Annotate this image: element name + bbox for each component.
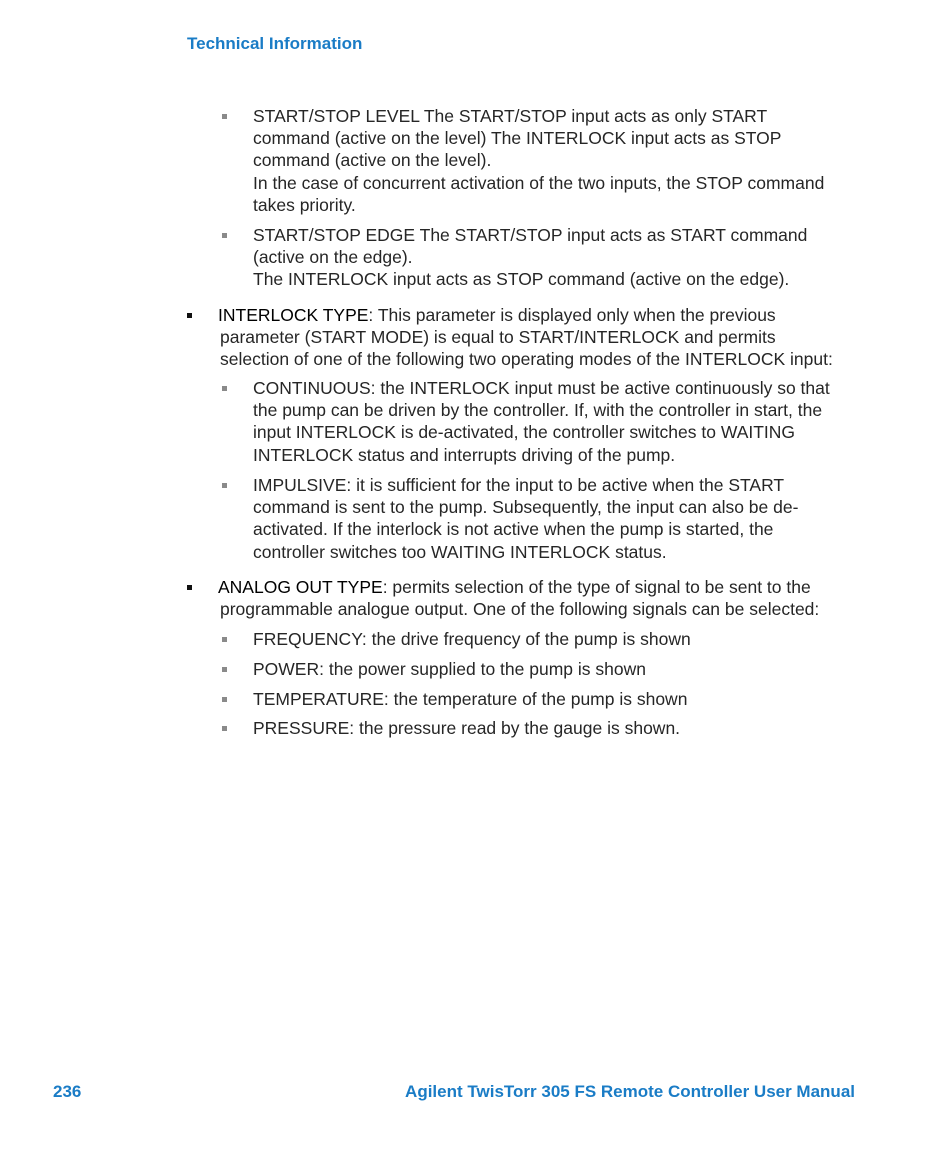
text-line: takes priority.	[253, 194, 356, 215]
text-line: PRESSURE: the pressure read by the gauge is shown.	[253, 718, 681, 738]
option-continuous	[253, 377, 830, 466]
option-frequency	[253, 628, 691, 650]
main-bullet-marker	[187, 585, 192, 590]
text-line: (active on the edge).	[253, 247, 413, 268]
sub-bullet-marker	[222, 233, 227, 238]
option-temperature	[253, 688, 687, 710]
text-line: In the case of concurrent activation of the two inputs, the STOP command	[253, 172, 825, 193]
sub-bullet-marker	[222, 667, 227, 672]
param-interlock-type	[218, 304, 833, 371]
text-line: parameter (START MODE) is equal to START/INTERLOCK and permits	[220, 327, 776, 348]
sub-bullet-marker	[222, 114, 227, 119]
text-line: POWER: the power supplied to the pump is shown	[253, 659, 646, 679]
param-description: : permits selection of the type of signal to be sent to the	[382, 577, 811, 597]
option-power	[253, 658, 646, 680]
text-line: TEMPERATURE: the temperature of the pump is shown	[253, 689, 688, 709]
text-line: START/STOP EDGE The START/STOP input acts as START command	[253, 225, 808, 245]
option-impulsive	[253, 474, 798, 563]
text-line: command is sent to the pump. Subsequently, the input can also be de-	[253, 497, 799, 518]
text-line	[218, 304, 833, 326]
text-line: command (active on the level) The INTERLOCK input acts as STOP	[253, 128, 782, 149]
sub-bullet-marker	[222, 726, 227, 731]
text-line: controller switches too WAITING INTERLOCK status.	[253, 541, 667, 562]
option-start-stop-level	[253, 105, 824, 216]
text-line	[218, 576, 819, 598]
text-line: input INTERLOCK is de-activated, the controller switches to WAITING	[253, 422, 796, 443]
text-line: FREQUENCY: the drive frequency of the pump is shown	[253, 629, 691, 649]
section-title: Technical Information	[187, 34, 363, 53]
text-line: command (active on the level).	[253, 150, 492, 171]
param-description: : This parameter is displayed only when the previous	[368, 305, 776, 325]
text-line: selection of one of the following two operating modes of the INTERLOCK input:	[220, 349, 833, 370]
sub-bullet-marker	[222, 697, 227, 702]
text-line: INTERLOCK status and interrupts driving of the pump.	[253, 444, 676, 465]
text-line: CONTINUOUS: the INTERLOCK input must be active continuously so that	[253, 378, 830, 398]
param-term: ANALOG OUT TYPE	[218, 577, 383, 597]
sub-bullet-marker	[222, 637, 227, 642]
text-line: the pump can be driven by the controller. If, with the controller in start, the	[253, 400, 823, 421]
option-start-stop-edge	[253, 224, 807, 291]
manual-title: Agilent TwisTorr 305 FS Remote Controller User Manual	[405, 1082, 855, 1101]
param-analog-out-type	[218, 576, 819, 620]
option-pressure	[253, 717, 680, 739]
text-line: activated. If the interlock is not active when the pump is started, the	[253, 519, 774, 540]
sub-bullet-marker	[222, 386, 227, 391]
param-term: INTERLOCK TYPE	[218, 305, 369, 325]
sub-bullet-marker	[222, 483, 227, 488]
main-bullet-marker	[187, 313, 192, 318]
text-line: programmable analogue output. One of the following signals can be selected:	[220, 599, 820, 620]
text-line: IMPULSIVE: it is sufficient for the input to be active when the START	[253, 475, 785, 495]
page-number: 236	[53, 1082, 82, 1101]
text-line: START/STOP LEVEL The START/STOP input acts as only START	[253, 106, 768, 126]
text-line: The INTERLOCK input acts as STOP command (active on the edge).	[253, 269, 790, 290]
